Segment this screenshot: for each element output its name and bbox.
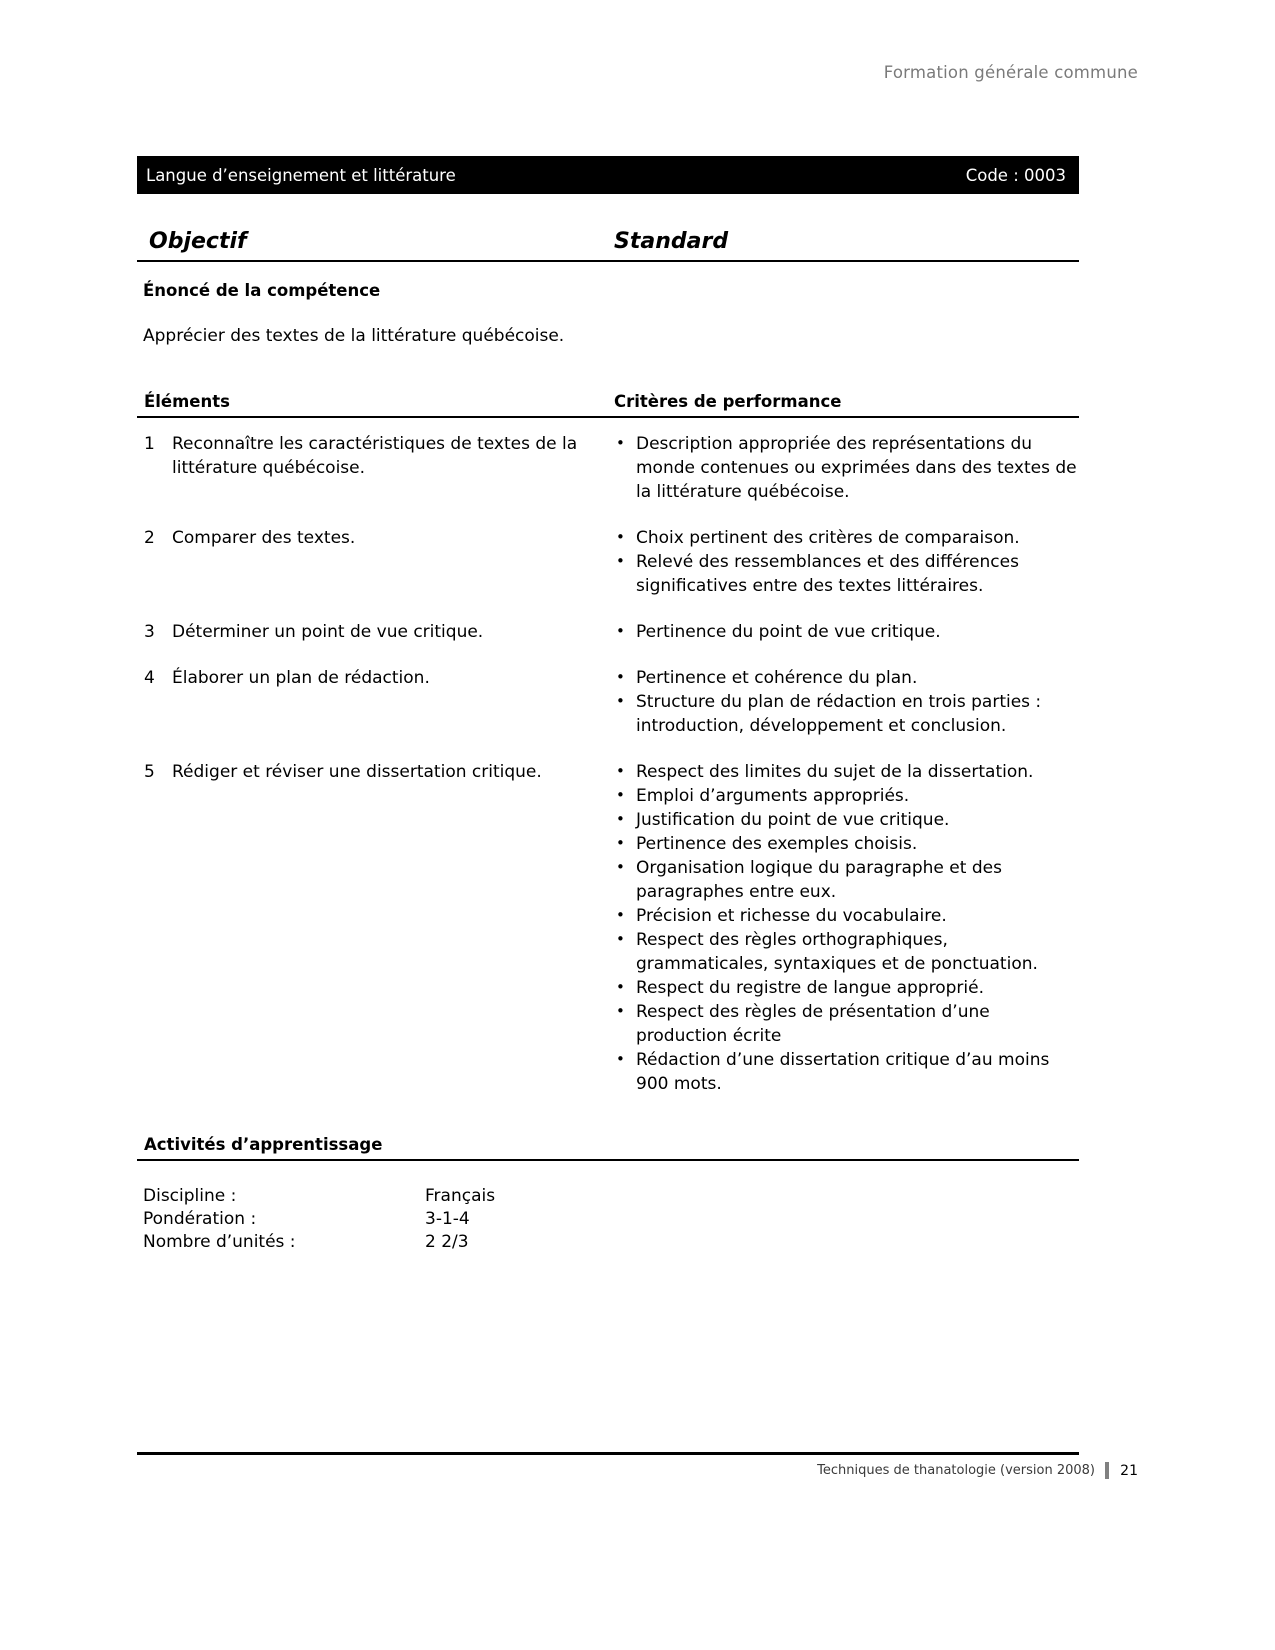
element-text: Déterminer un point de vue critique. <box>172 622 484 642</box>
activities-heading-label: Activités d’apprentissage <box>144 1135 383 1154</box>
criteria-cell <box>607 760 1079 1096</box>
list-item: • Relevé des ressemblances et des différences significatives entre des textes littéraires. <box>609 550 1079 598</box>
list-item: • Respect des règles orthographiques, grammaticales, syntaxiques et de ponctuation. <box>609 928 1079 976</box>
element-text: Comparer des textes. <box>172 528 356 548</box>
element-cell <box>137 666 607 738</box>
list-item: • Justification du point de vue critique. <box>609 808 1079 832</box>
table-row <box>137 526 1079 598</box>
table-row <box>137 666 1079 738</box>
element-cell <box>137 432 607 504</box>
table-column-headings <box>137 385 1079 418</box>
activity-value: Français <box>425 1186 496 1206</box>
running-header: Formation générale commune <box>883 63 1138 82</box>
element-text: Élaborer un plan de rédaction. <box>172 668 430 688</box>
criteria-list <box>609 666 1079 738</box>
list-item: • Précision et richesse du vocabulaire. <box>609 904 1079 928</box>
section-title: Langue d’enseignement et littérature <box>146 165 456 185</box>
element-number: 1 <box>144 434 155 454</box>
list-item: • Description appropriée des représentations du monde contenues ou exprimées dans des textes de la littérature québécoise. <box>609 432 1079 504</box>
activities-heading <box>137 1127 1079 1161</box>
section-code: Code : 0003 <box>965 165 1066 185</box>
element-number: 4 <box>144 668 155 688</box>
element-text: Rédiger et réviser une dissertation critique. <box>172 762 542 782</box>
activity-key: Discipline : <box>143 1186 237 1206</box>
criteria-list <box>609 432 1079 504</box>
table-row <box>143 1185 495 1208</box>
activity-value: 2 2/3 <box>425 1232 469 1252</box>
criteria-cell <box>607 526 1079 598</box>
table-row <box>137 432 1079 504</box>
criteria-list <box>609 760 1079 1096</box>
table-row <box>143 1208 495 1231</box>
table-row <box>143 1231 495 1254</box>
section-title-bar <box>137 156 1079 194</box>
column-headings <box>137 226 1079 262</box>
activity-value: 3-1-4 <box>425 1209 470 1229</box>
list-item: • Structure du plan de rédaction en trois parties : introduction, développement et conclusion. <box>609 690 1079 738</box>
table-row <box>137 620 1079 644</box>
activity-key: Pondération : <box>143 1209 257 1229</box>
criteria-list <box>609 526 1079 598</box>
elements-criteria-table <box>137 432 1079 1118</box>
list-item: • Rédaction d’une dissertation critique d’au moins 900 mots. <box>609 1048 1079 1096</box>
list-item: • Emploi d’arguments appropriés. <box>609 784 1079 808</box>
heading-standard: Standard <box>614 229 729 254</box>
activity-key: Nombre d’unités : <box>143 1232 296 1252</box>
list-item: • Choix pertinent des critères de comparaison. <box>609 526 1079 550</box>
element-cell <box>137 760 607 1096</box>
criteria-cell <box>607 620 1079 644</box>
footer-text: Techniques de thanatologie (version 2008) <box>817 1463 1095 1478</box>
heading-elements: Éléments <box>144 392 230 411</box>
heading-objectif: Objectif <box>149 229 247 254</box>
criteria-cell <box>607 432 1079 504</box>
footer-separator-icon <box>1105 1462 1109 1479</box>
activities-table <box>143 1185 495 1254</box>
list-item: • Respect des règles de présentation d’une production écrite <box>609 1000 1079 1048</box>
page-number: 21 <box>1120 1462 1138 1479</box>
element-number: 5 <box>144 762 155 782</box>
table-row <box>137 760 1079 1096</box>
list-item: • Pertinence du point de vue critique. <box>609 620 1079 644</box>
list-item: • Pertinence des exemples choisis. <box>609 832 1079 856</box>
list-item: • Respect des limites du sujet de la dissertation. <box>609 760 1079 784</box>
criteria-cell <box>607 666 1079 738</box>
element-text: Reconnaître les caractéristiques de textes de la littérature québécoise. <box>172 434 578 478</box>
list-item: • Respect du registre de langue approprié. <box>609 976 1079 1000</box>
list-item: • Pertinence et cohérence du plan. <box>609 666 1079 690</box>
competence-text: Apprécier des textes de la littérature québécoise. <box>143 326 565 346</box>
element-cell <box>137 526 607 598</box>
element-number: 2 <box>144 528 155 548</box>
page-footer <box>817 1462 1138 1479</box>
element-cell <box>137 620 607 644</box>
element-number: 3 <box>144 622 155 642</box>
list-item: • Organisation logique du paragraphe et des paragraphes entre eux. <box>609 856 1079 904</box>
competence-label: Énoncé de la compétence <box>143 281 381 300</box>
footer-divider <box>137 1452 1079 1455</box>
criteria-list <box>609 620 1079 644</box>
heading-criteres: Critères de performance <box>614 392 842 411</box>
